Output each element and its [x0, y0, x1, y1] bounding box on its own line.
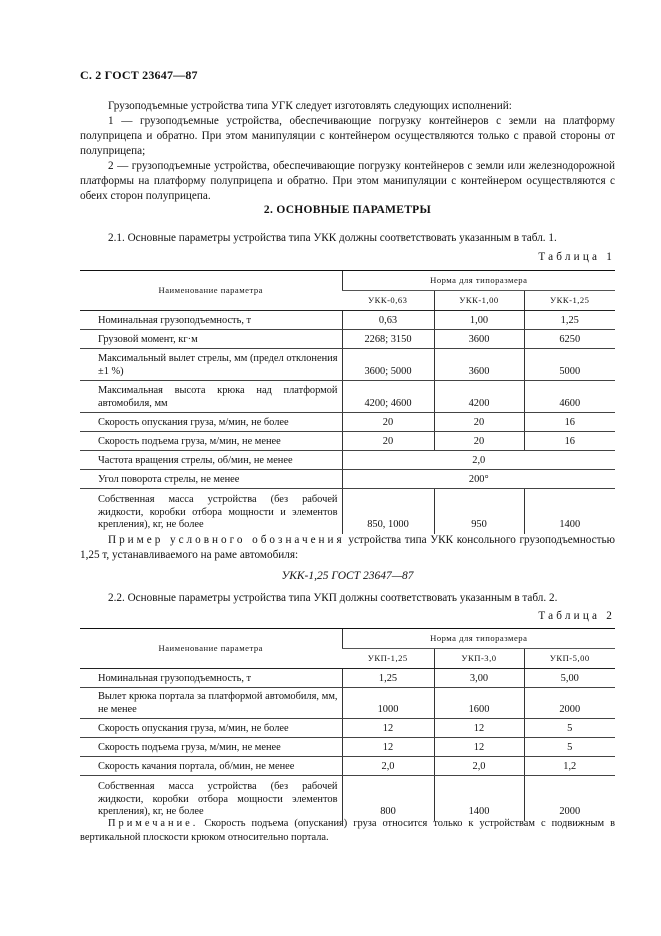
param-value: 2000 [524, 688, 615, 719]
param-name: Вылет крюка портала за платформой автомобиля, мм, не менее [80, 688, 342, 719]
table-row [80, 470, 615, 489]
param-value: 5 [524, 738, 615, 757]
param-value: 20 [434, 432, 524, 451]
param-value: 12 [434, 719, 524, 738]
size-header: УКК-0,63 [342, 291, 434, 311]
size-header: УКК-1,25 [524, 291, 615, 311]
table-row [80, 413, 615, 432]
table-row [80, 349, 615, 381]
example-paragraph [80, 533, 615, 563]
param-value: 1,25 [342, 669, 434, 688]
param-value: 1000 [342, 688, 434, 719]
norm-group-header: Норма для типоразмера [342, 629, 615, 649]
table-row [80, 719, 615, 738]
param-name: Максимальная высота крюка над платформой автомобиля, мм [80, 381, 342, 413]
table-1 [80, 270, 615, 534]
table-2 [80, 628, 615, 821]
param-name: Максимальный вылет стрелы, мм (предел отклонения ±1 %) [80, 349, 342, 381]
param-value: 20 [342, 432, 434, 451]
table-row [80, 330, 615, 349]
size-header: УКП-1,25 [342, 649, 434, 669]
example-lead: Пример условного обозначения [108, 534, 345, 546]
param-value: 800 [342, 776, 434, 821]
param-value: 3600 [434, 330, 524, 349]
param-value: 950 [434, 489, 524, 534]
table-1-label: Таблица 1 [538, 251, 615, 263]
table-row [80, 381, 615, 413]
norm-group-header: Норма для типоразмера [342, 271, 615, 291]
intro-paragraph-3: 2 — грузоподъемные устройства, обеспечивающие погрузку контейнеров с земли или железнодорожной платформы на платформу полуприцепа и обратно. При этом манипуляции с контейнером осуществляются с обеих сторон полуприцепа. [80, 160, 615, 202]
param-name: Частота вращения стрелы, об/мин, не менее [80, 451, 342, 470]
table-row [80, 776, 615, 821]
param-value: 3,00 [434, 669, 524, 688]
param-value: 4200; 4600 [342, 381, 434, 413]
param-value: 2,0 [342, 757, 434, 776]
size-header: УКК-1,00 [434, 291, 524, 311]
param-value: 20 [342, 413, 434, 432]
param-value: 4600 [524, 381, 615, 413]
size-header: УКП-5,00 [524, 649, 615, 669]
table-row [80, 757, 615, 776]
param-value: 2,0 [434, 757, 524, 776]
table-2-label: Таблица 2 [538, 610, 615, 622]
table-2-note [80, 817, 615, 844]
param-value: 5 [524, 719, 615, 738]
param-name: Скорость качания портала, об/мин, не менее [80, 757, 342, 776]
param-name: Скорость подъема груза, м/мин, не менее [80, 738, 342, 757]
param-value: 6250 [524, 330, 615, 349]
param-value: 200° [342, 470, 615, 489]
param-value: 1600 [434, 688, 524, 719]
param-value: 16 [524, 432, 615, 451]
param-value: 20 [434, 413, 524, 432]
param-value: 1,25 [524, 311, 615, 330]
paragraph-2-1: 2.1. Основные параметры устройства типа УКК должны соответствовать указанным в табл. 1. [108, 232, 557, 244]
table-row [80, 311, 615, 330]
table-row [80, 451, 615, 470]
param-name: Скорость опускания груза, м/мин, не более [80, 719, 342, 738]
paragraph-2-2: 2.2. Основные параметры устройства типа УКП должны соответствовать указанным в табл. 2. [108, 592, 558, 604]
param-name: Номинальная грузоподъемность, т [80, 311, 342, 330]
param-value: 16 [524, 413, 615, 432]
param-value: 2000 [524, 776, 615, 821]
param-name: Грузовой момент, кг·м [80, 330, 342, 349]
param-name: Собственная масса устройства (без рабочей жидкости, коробки отбора мощности элементов крепления), кг, не более [98, 781, 338, 817]
param-name: Скорость опускания груза, м/мин, не более [80, 413, 342, 432]
param-header: Наименование параметра [80, 629, 342, 669]
param-value: 1400 [434, 776, 524, 821]
param-value: 12 [342, 719, 434, 738]
param-value: 1,00 [434, 311, 524, 330]
example-designation: УКК-1,25 ГОСТ 23647—87 [281, 570, 414, 582]
size-header: УКП-3,0 [434, 649, 524, 669]
param-name: Собственная масса устройства (без рабочей жидкости, коробки отбора мощности и элементов крепления), кг, не более [98, 494, 338, 530]
param-value: 1400 [524, 489, 615, 534]
table-row [80, 489, 615, 534]
intro-paragraph-2: 1 — грузоподъемные устройства, обеспечивающие погрузку контейнеров с земли на платформу полуприцепа и обратно. При этом манипуляции с контейнером осуществляются только с правой стороны от полуприцепа; [80, 115, 615, 157]
param-value: 850, 1000 [342, 489, 434, 534]
param-value: 3600; 5000 [342, 349, 434, 381]
param-value: 0,63 [342, 311, 434, 330]
table-row [80, 432, 615, 451]
table-row [80, 688, 615, 719]
table-row [80, 738, 615, 757]
param-name: Угол поворота стрелы, не менее [80, 470, 342, 489]
page-header: С. 2 ГОСТ 23647—87 [80, 68, 198, 82]
param-value: 5000 [524, 349, 615, 381]
param-name: Номинальная грузоподъемность, т [80, 669, 342, 688]
param-value: 12 [434, 738, 524, 757]
note-lead: Примечание. [108, 818, 199, 829]
param-value: 12 [342, 738, 434, 757]
param-value: 5,00 [524, 669, 615, 688]
table-row [80, 669, 615, 688]
note-text: Скорость подъема (опускания) груза относится только к устройствам с подвижным в вертикальной плоскости крюком относительно портала. [80, 818, 615, 843]
section-title: 2. ОСНОВНЫЕ ПАРАМЕТРЫ [263, 204, 432, 216]
param-name: Скорость подъема груза, м/мин, не менее [80, 432, 342, 451]
param-value: 2268; 3150 [342, 330, 434, 349]
param-value: 4200 [434, 381, 524, 413]
param-header: Наименование параметра [80, 271, 342, 311]
param-value: 3600 [434, 349, 524, 381]
param-value: 2,0 [342, 451, 615, 470]
intro-paragraph-1: Грузоподъемные устройства типа УГК следует изготовлять следующих исполнений: [108, 100, 512, 112]
example-text: устройства типа УКК консольного грузоподъемностью 1,25 т, устанавливаемого на раме автомобиля: [80, 534, 615, 561]
param-value: 1,2 [524, 757, 615, 776]
